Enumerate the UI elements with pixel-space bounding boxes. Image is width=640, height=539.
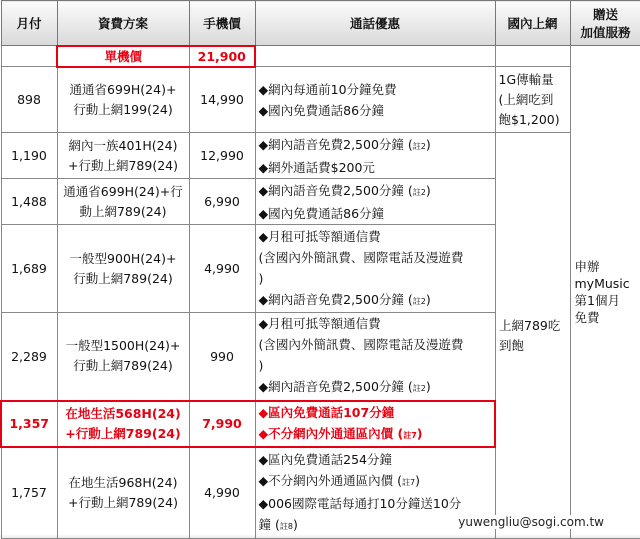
data-plan-cell — [495, 133, 570, 539]
offer-line: ◆網外通話費$200元 — [258, 159, 375, 175]
footnote-ref: 註2 — [412, 384, 426, 394]
offer-line: ◆國內免費通話86分鐘 — [258, 102, 385, 118]
single-empty-monthly — [1, 46, 57, 67]
offer-text: 鐘 — [258, 516, 272, 532]
offer-text: ◆不分網內外通通區內價 — [258, 425, 394, 441]
offer-line: ◆網內語音免費2,500分鐘 (註2) — [258, 291, 431, 307]
call-offer — [255, 133, 495, 179]
plan-line: +行動上網789(24) — [65, 425, 181, 441]
offer-text: ◆網內語音免費2,500分鐘 — [258, 136, 404, 152]
footnote-ref: 註2 — [412, 141, 426, 151]
header-phone-price: 手機價 — [189, 1, 255, 46]
plan-line: 網內一族401H(24) — [68, 137, 178, 153]
offer-line: ◆網內語音免費2,500分鐘 (註2) — [258, 136, 431, 152]
single-price-row — [1, 46, 640, 67]
vas-line3: 第1個月 — [574, 293, 620, 308]
offer-line: ) — [258, 270, 264, 286]
plan-name — [57, 179, 189, 225]
offer-line: ) — [258, 358, 264, 374]
data-plan-cell — [495, 67, 570, 133]
offer-line: 鐘 (註8) — [258, 516, 298, 532]
plan-line: +行動上網789(24) — [68, 494, 178, 510]
offer-line: ◆網內語音免費2,500分鐘 (註2) — [258, 182, 431, 198]
plan-name — [57, 225, 189, 313]
plan-line: 一般型900H(24)+ — [69, 250, 177, 266]
header-vas-line2: 加值服務 — [580, 25, 631, 40]
footnote-ref: 註8 — [279, 521, 293, 531]
vas-cell — [570, 46, 640, 539]
offer-line: ◆國內免費通話86分鐘 — [258, 205, 385, 221]
call-offer — [255, 179, 495, 225]
single-empty-data — [495, 46, 570, 67]
plan-line: 行動上網789(24) — [73, 270, 173, 286]
offer-line: ◆月租可抵等額通信費 — [258, 316, 381, 332]
monthly-fee: 1,488 — [1, 179, 57, 225]
offer-line: ◆網內語音免費2,500分鐘 (註2) — [258, 379, 431, 395]
plan-line: +行動上網789(24) — [68, 157, 178, 173]
header-vas-line1: 贈送 — [592, 7, 618, 22]
plan-name — [57, 401, 189, 447]
call-offer — [255, 401, 495, 447]
phone-price: 6,990 — [189, 179, 255, 225]
plan-line: 通通省699H(24)+ — [69, 81, 177, 97]
header-call-offer: 通話優惠 — [255, 1, 495, 46]
offer-line: (含國內外簡訊費、國際電話及漫遊費 — [258, 249, 464, 265]
offer-text: ◆網內語音免費2,500分鐘 — [258, 291, 404, 307]
call-offer — [255, 313, 495, 401]
plan-name — [57, 133, 189, 179]
single-price-value: 21,900 — [189, 46, 255, 67]
plan-line: 行動上網199(24) — [73, 101, 173, 117]
offer-line: (含國內外簡訊費、國際電話及漫遊費 — [258, 337, 464, 353]
monthly-fee: 2,289 — [1, 313, 57, 401]
bottom-shadow — [0, 534, 640, 538]
phone-price: 4,990 — [189, 225, 255, 313]
footnote-ref: 註2 — [412, 296, 426, 306]
offer-text: ◆網內語音免費2,500分鐘 — [258, 379, 404, 395]
footnote-ref: 註2 — [412, 187, 426, 197]
phone-price: 12,990 — [189, 133, 255, 179]
phone-price: 7,990 — [189, 401, 255, 447]
offer-line: ◆不分網內外通通區內價 (註7) — [258, 425, 423, 441]
data-line: 飽$1,200) — [498, 111, 560, 127]
plan-line: 動上網789(24) — [79, 203, 167, 219]
plan-line: 在地生活568H(24) — [65, 405, 181, 421]
monthly-fee: 1,757 — [1, 447, 57, 539]
plan-name — [57, 313, 189, 401]
monthly-fee: 898 — [1, 67, 57, 133]
monthly-fee: 1,190 — [1, 133, 57, 179]
footnote-ref: 註7 — [403, 430, 417, 440]
vas-line1: 申辦 — [574, 259, 600, 274]
offer-line: ◆網內每通前10分鐘免費 — [258, 81, 397, 97]
phone-price: 4,990 — [189, 447, 255, 539]
header-vas — [570, 1, 640, 46]
call-offer — [255, 67, 495, 133]
offer-line: ◆區內免費通話107分鐘 — [258, 404, 395, 420]
header-plan: 資費方案 — [57, 1, 189, 46]
phone-price: 14,990 — [189, 67, 255, 133]
single-empty-offer — [255, 46, 495, 67]
offer-text: ◆不分網內外通通區內價 — [258, 472, 394, 488]
plan-line: 行動上網789(24) — [73, 358, 173, 374]
data-line: 到飽 — [499, 337, 525, 353]
data-line: 1G傳輸量 — [498, 71, 554, 87]
plan-line: 一般型1500H(24)+ — [65, 338, 181, 354]
header-data: 國內上網 — [495, 1, 570, 46]
offer-line: ◆不分網內外通通區內價 (註7) — [258, 472, 420, 488]
phone-price: 990 — [189, 313, 255, 401]
offer-text: ◆網內語音免費2,500分鐘 — [258, 182, 404, 198]
offer-line: ◆區內免費通話254分鐘 — [258, 451, 392, 467]
table-row — [1, 67, 640, 133]
offer-line: ◆006國際電話每通打10分鐘送10分 — [258, 495, 462, 511]
plan-name — [57, 67, 189, 133]
offer-line: ◆月租可抵等額通信費 — [258, 228, 381, 244]
data-line: 上網789吃 — [499, 317, 561, 333]
header-monthly: 月付 — [1, 1, 57, 46]
single-price-label: 單機價 — [57, 46, 189, 67]
footnote-ref: 註7 — [401, 477, 416, 487]
monthly-fee: 1,357 — [1, 401, 57, 447]
vas-line2: myMusic — [574, 276, 630, 291]
plan-line: 在地生活968H(24) — [68, 474, 178, 490]
plan-name — [57, 447, 189, 539]
watermark-email: yuwengliu@sogi.com.tw — [458, 515, 604, 529]
plan-line: 通通省699H(24)+行 — [63, 183, 183, 199]
header-row — [1, 1, 640, 46]
table-row — [1, 133, 640, 179]
vas-line4: 免費 — [574, 310, 600, 325]
call-offer — [255, 225, 495, 313]
data-line: (上網吃到 — [498, 91, 554, 107]
monthly-fee: 1,689 — [1, 225, 57, 313]
